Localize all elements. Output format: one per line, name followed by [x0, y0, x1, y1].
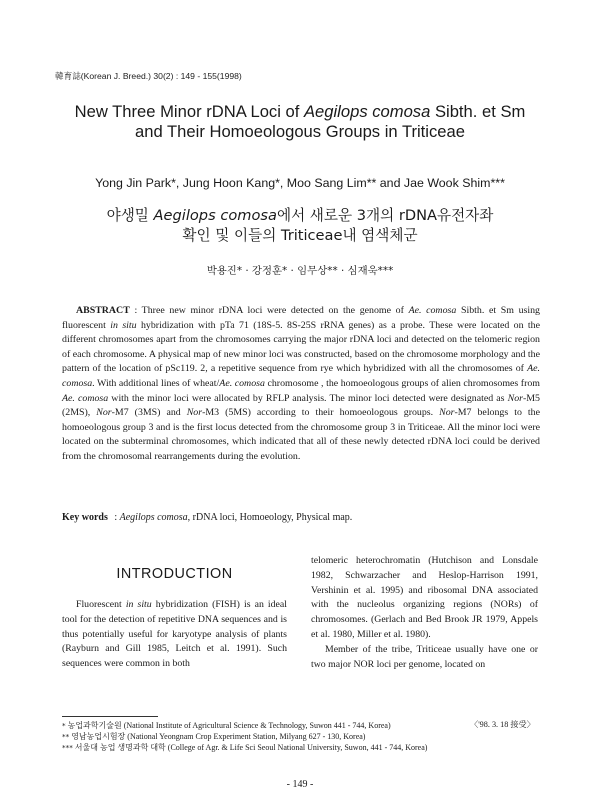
authors-ko: 박용진* · 강정훈* · 임무상** · 심재욱*** [206, 265, 394, 277]
keywords-label: Key words [62, 512, 108, 523]
korean-title-prefix: 야생밀 [106, 207, 154, 224]
footnote-text: 영남농업시험장 (National Yeongnam Crop Experiment Station, Milyang 627 - 130, Korea) [71, 732, 366, 741]
footnote-rule [62, 716, 158, 717]
abstract-text: with the minor loci were allocated by RFLP analysis. The minor loci detected were designated as [108, 392, 508, 404]
title-species: Aegilops comosa [303, 102, 431, 121]
abstract-italic: Ae. comosa [62, 363, 540, 389]
keyword-species: Aegilops comosa [119, 512, 188, 523]
abstract-italic: Ae. comosa [62, 392, 109, 404]
korean-title-line2: 확인 및 이들의 Triticeae내 염색체군 [182, 227, 418, 244]
abstract-italic: Nor [439, 407, 455, 419]
intro-right-paragraph-2: Member of the tribe, Triticeae usually have one or two major NOR loci per genome, located on [311, 643, 538, 670]
introduction-right-column [311, 554, 538, 672]
title-prefix: New Three Minor rDNA Loci of [74, 102, 304, 121]
authors-en: Yong Jin Park*, Jung Hoon Kang*, Moo Sang Lim** and Jae Wook Shim*** [95, 176, 505, 190]
abstract-italic: Ae. comosa [219, 377, 265, 389]
footnote-text: 농업과학기술원 (National Institute of Agricultural Science & Technology, Suwon 441 - 744, Korea) [67, 721, 391, 730]
abstract [62, 304, 540, 465]
footnote-1 [62, 720, 391, 731]
intro-right-paragraph-1: telomeric heterochromatin (Hutchison and Lonsdale 1982, Schwarzacher and Heslop-Harrison 1991, Vershinin et al. 1995) and ribosomal DNA associated with the nucleolus organizing regions (NORs) of chromosomes. (Gerlach and Bed Brook JR 1979, Appels et al. 1980, Miller et al. 1980). [311, 555, 538, 640]
introduction-left-column [62, 598, 287, 672]
abstract-text: hybridization with pTa 71 (18S-5. 8S-25S rRNA genes) as a probe. These were located on the different chromosomes apart from the chromosomes carrying the major rDNA loci and detected on the telomeric region of each chromosome. A physical map of new minor loci was constructed, based on the chromosome morphology and the pattern of the location of pSc119. 2, a repetitive sequence from rye which hybridized with all the chromosomes of [62, 319, 540, 375]
abstract-label: ABSTRACT [76, 305, 130, 316]
keywords-sep: : [111, 512, 120, 523]
introduction-heading: INTRODUCTION [116, 566, 233, 582]
journal-header: 韓育誌(Korean J. Breed.) 30(2) : 149 - 155(1998) [55, 71, 242, 81]
abstract-text: . With additional lines of wheat/ [92, 377, 220, 389]
intro-text: Fluorescent [76, 599, 126, 610]
footnote-mark: * [62, 721, 66, 730]
title-suffix: Sibth. et Sm [430, 102, 526, 121]
abstract-italic: Nor [186, 407, 203, 419]
footnote-mark: *** [62, 743, 73, 752]
footnote-3 [62, 742, 427, 753]
abstract-text: -M5 (2MS), [62, 392, 540, 419]
page-number: - 149 - [286, 779, 314, 790]
paper-title-line1 [40, 102, 560, 122]
abstract-italic: Ae. comosa [408, 305, 457, 316]
paper-title-line2: and Their Homoeologous Groups in Triticeae [135, 122, 465, 141]
footnote-text: 서울대 농업 생명과학 대학 (College of Agr. & Life Sci Seoul National University, Suwon, 441 - 744, Korea) [74, 743, 428, 752]
keywords-rest: , rDNA loci, Homoeology, Physical map. [187, 512, 353, 523]
abstract-italic: in situ [110, 319, 137, 331]
abstract-text: Sibth. et Sm using fluorescent [62, 305, 540, 331]
intro-italic: in situ [125, 599, 152, 610]
received-date: 〈'98. 3. 18 接受〉 [470, 720, 535, 729]
abstract-text: -M7 (3MS) and [111, 407, 187, 419]
abstract-text: -M3 (5MS) according to their homoeologous groups. [202, 407, 440, 419]
keywords [62, 512, 352, 523]
abstract-italic: Nor [96, 407, 112, 419]
intro-text: hybridization (FISH) is an ideal tool for the detection of repetitive DNA sequences and is thus potentially useful for karyotype analysis of plants (Rayburn and Gill 1985, Leitch et al. 1991). Such sequences were common in both [62, 599, 287, 670]
footnote-2 [62, 731, 365, 742]
korean-title-line1 [40, 206, 560, 226]
abstract-text: : Three new minor rDNA loci were detected on the genome of [129, 305, 409, 316]
footnote-mark: ** [62, 732, 70, 741]
abstract-text: chromosome , the homoeologous groups of alien chromosomes from [264, 377, 540, 389]
korean-title-species: Aegilops comosa [153, 207, 277, 224]
abstract-italic: Nor [507, 392, 523, 404]
abstract-text: -M7 belongs to the homoeologous group 3 and is the first locus detected from the chromosome group 3 in Triticeae. All the minor loci were located on the subterminal chromosomes, which indicated that all of these newly detected rDNA loci could be derived from the chromosomal rearrangements during the evolution. [62, 407, 540, 462]
korean-title-suffix: 에서 새로운 3개의 rDNA유전자좌 [276, 207, 494, 224]
